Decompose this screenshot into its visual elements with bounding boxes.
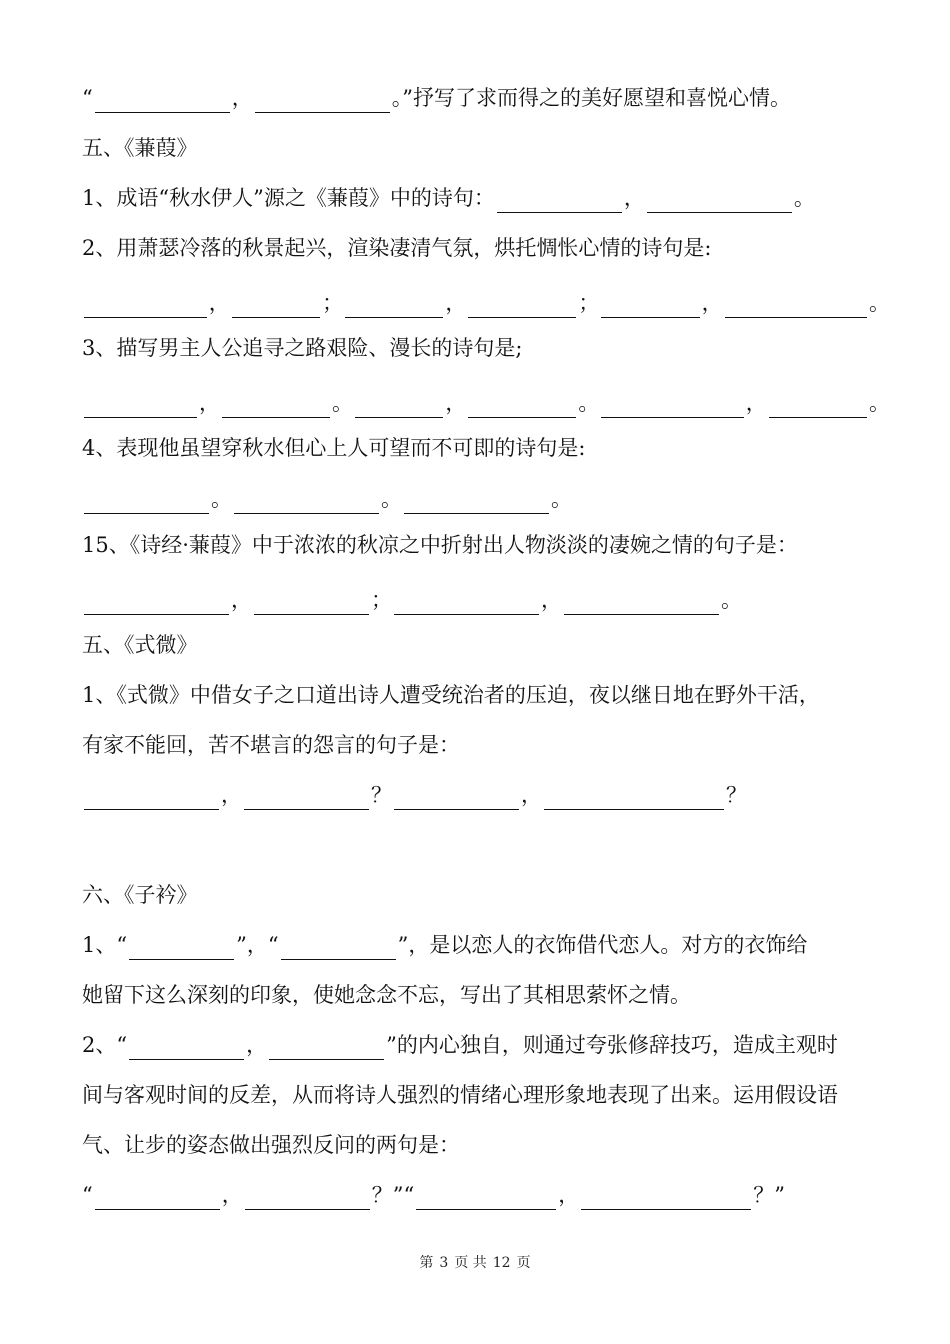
- text-segment: ？”: [753, 1183, 785, 1207]
- text-line: [82, 288, 890, 318]
- answer-blank[interactable]: [84, 395, 197, 418]
- text-line: [82, 680, 890, 710]
- text-segment: 间与客观时间的反差，从而将诗人强烈的情绪心理形象地表现了出来。运用假设语: [82, 1083, 838, 1107]
- answer-blank[interactable]: [84, 295, 207, 318]
- text-segment: “: [82, 86, 93, 110]
- page-footer: [0, 1252, 950, 1272]
- text-segment: ，: [445, 291, 467, 315]
- text-segment: 2、用萧瑟冷落的秋景起兴，渲染凄清气氛，烘托惆怅心情的诗句是:: [82, 236, 712, 260]
- text-segment: 五、《式微》: [82, 633, 198, 657]
- text-segment: 。: [793, 186, 815, 210]
- answer-blank[interactable]: [95, 90, 230, 113]
- answer-blank[interactable]: [244, 787, 369, 810]
- answer-blank[interactable]: [234, 491, 379, 514]
- text-segment: ”的内心独自，则通过夸张修辞技巧，造成主观时: [386, 1033, 838, 1057]
- answer-blank[interactable]: [581, 1187, 751, 1210]
- text-segment: ？: [371, 783, 392, 807]
- answer-blank[interactable]: [601, 295, 699, 318]
- text-segment: 。: [721, 588, 742, 612]
- text-segment: 。: [381, 487, 402, 511]
- answer-blank[interactable]: [544, 787, 724, 810]
- answer-blank[interactable]: [232, 295, 320, 318]
- text-segment: ”，是以恋人的衣饰借代恋人。对方的衣饰给: [397, 933, 808, 957]
- text-line: [82, 530, 890, 560]
- footer-prefix: 第: [419, 1255, 434, 1271]
- text-segment: ，: [231, 588, 252, 612]
- text-segment: ，: [521, 783, 542, 807]
- text-line: [82, 183, 890, 213]
- answer-blank[interactable]: [254, 592, 369, 615]
- text-segment: 气、让步的姿态做出强烈反问的两句是：: [82, 1133, 460, 1157]
- answer-blank[interactable]: [416, 1187, 556, 1210]
- text-segment: ，: [231, 86, 253, 110]
- text-segment: ，: [701, 291, 723, 315]
- text-segment: ，: [208, 291, 230, 315]
- text-line: [82, 780, 890, 810]
- text-line: [82, 1080, 890, 1110]
- text-segment: 五、《蒹葭》: [82, 136, 198, 160]
- text-line: [82, 333, 890, 363]
- answer-blank[interactable]: [601, 395, 743, 418]
- answer-blank[interactable]: [129, 1037, 244, 1060]
- text-segment: 她留下这么深刻的印象，使她念念不忘，写出了其相思萦怀之情。: [82, 983, 691, 1007]
- answer-blank[interactable]: [497, 190, 622, 213]
- text-segment: 。: [869, 391, 890, 415]
- text-segment: 1、成语“秋水伊人”源之《蒹葭》中的诗句：: [82, 186, 495, 210]
- answer-blank[interactable]: [245, 1187, 370, 1210]
- text-segment: 3、描写男主人公追寻之路艰险、漫长的诗句是;: [82, 336, 523, 360]
- text-segment: ，: [745, 391, 767, 415]
- text-segment: 1、“: [82, 933, 128, 957]
- text-segment: 15、《诗经·蒹葭》中于浓浓的秋凉之中折射出人物淡淡的凄婉之情的句子是：: [82, 533, 798, 557]
- text-line: [82, 388, 890, 418]
- answer-blank[interactable]: [468, 295, 576, 318]
- answer-blank[interactable]: [725, 295, 867, 318]
- footer-suffix: 页: [516, 1255, 531, 1271]
- answer-blank[interactable]: [84, 787, 219, 810]
- answer-blank[interactable]: [84, 592, 229, 615]
- answer-blank[interactable]: [222, 395, 330, 418]
- answer-blank[interactable]: [95, 1187, 220, 1210]
- answer-blank[interactable]: [394, 592, 539, 615]
- answer-blank[interactable]: [355, 395, 443, 418]
- text-line: [82, 1180, 890, 1210]
- footer-mid: 页 共: [454, 1255, 487, 1271]
- text-line: [82, 484, 890, 514]
- text-segment: ，: [221, 783, 242, 807]
- text-line: [82, 1130, 890, 1160]
- text-line: [82, 1030, 890, 1060]
- text-line: [82, 630, 890, 660]
- text-line: [82, 880, 890, 910]
- text-line: [82, 980, 890, 1010]
- text-line: [82, 83, 890, 113]
- answer-blank[interactable]: [769, 395, 867, 418]
- answer-blank[interactable]: [468, 395, 576, 418]
- text-line: [82, 433, 890, 463]
- answer-blank[interactable]: [647, 190, 792, 213]
- answer-blank[interactable]: [129, 937, 234, 960]
- text-segment: “: [82, 1183, 93, 1207]
- text-segment: ，: [541, 588, 562, 612]
- answer-blank[interactable]: [404, 491, 549, 514]
- text-line: [82, 930, 890, 960]
- text-segment: ”，“: [236, 933, 279, 957]
- text-segment: 。: [211, 487, 232, 511]
- text-segment: ；: [371, 588, 392, 612]
- answer-blank[interactable]: [394, 787, 519, 810]
- text-segment: 1、《式微》中借女子之口道出诗人遭受统治者的压迫，夜以继日地在野外干活，: [82, 683, 820, 707]
- text-segment: ？”“: [371, 1183, 415, 1207]
- text-segment: 2、“: [82, 1033, 128, 1057]
- text-segment: ？: [726, 783, 747, 807]
- answer-blank[interactable]: [345, 295, 443, 318]
- footer-total-pages: 12: [492, 1255, 511, 1271]
- text-segment: ，: [198, 391, 220, 415]
- text-line: [82, 730, 890, 760]
- text-segment: 六、《子衿》: [82, 883, 198, 907]
- text-segment: ，: [221, 1183, 243, 1207]
- text-line: [82, 133, 890, 163]
- answer-blank[interactable]: [255, 90, 390, 113]
- text-segment: 。: [578, 391, 600, 415]
- text-segment: ，: [445, 391, 467, 415]
- text-segment: 。: [869, 291, 890, 315]
- text-segment: 有家不能回，苦不堪言的怨言的句子是：: [82, 733, 460, 757]
- text-segment: 。: [551, 487, 572, 511]
- text-segment: ，: [246, 1033, 268, 1057]
- text-segment: ，: [558, 1183, 580, 1207]
- text-segment: ；: [578, 291, 600, 315]
- text-segment: 。: [331, 391, 353, 415]
- text-line: [82, 585, 890, 615]
- text-line: [82, 233, 890, 263]
- text-segment: ；: [322, 291, 344, 315]
- answer-blank[interactable]: [564, 592, 719, 615]
- text-segment: 4、表现他虽望穿秋水但心上人可望而不可即的诗句是:: [82, 436, 586, 460]
- text-segment: 。”抒写了求而得之的美好愿望和喜悦心情。: [391, 86, 791, 110]
- footer-page-number: 3: [439, 1255, 449, 1271]
- answer-blank[interactable]: [269, 1037, 384, 1060]
- answer-blank[interactable]: [281, 937, 396, 960]
- answer-blank[interactable]: [84, 491, 209, 514]
- text-segment: ，: [623, 186, 645, 210]
